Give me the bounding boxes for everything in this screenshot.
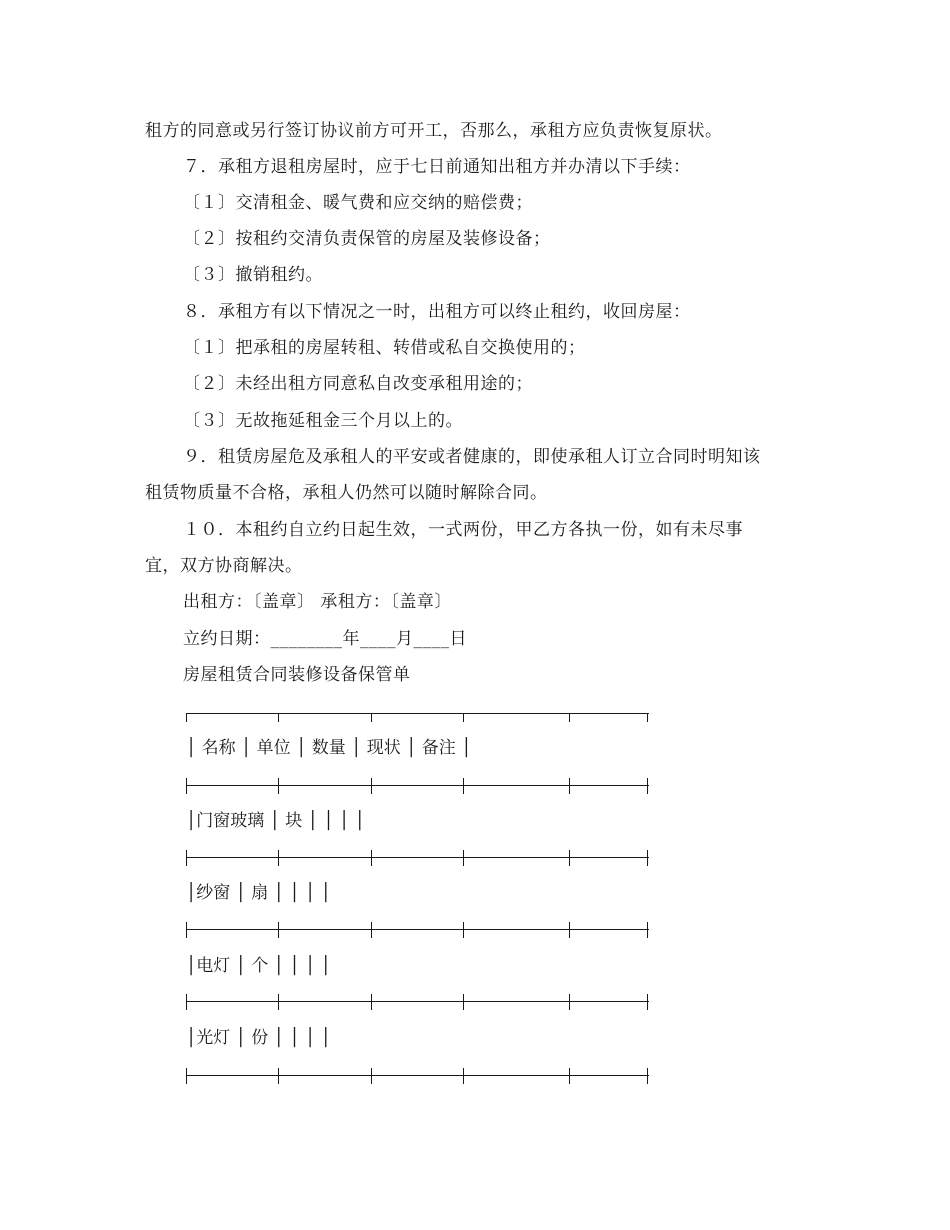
table-separator xyxy=(186,922,649,938)
clause-9-cont: 租赁物质量不合格，承租人仍然可以随时解除合同。 xyxy=(145,483,548,503)
clause-10: １０．本租约自立约日起生效，一式两份，甲乙方各执一份，如有未尽事 xyxy=(183,520,743,540)
table-separator xyxy=(186,994,649,1010)
table-header-row: │ 名称 │ 单位 │ 数量 │ 现状 │ 备注 │ xyxy=(186,738,472,758)
clause-8: ８．承租方有以下情况之一时，出租方可以终止租约，收回房屋： xyxy=(183,302,691,322)
table-separator xyxy=(186,778,649,794)
table-title: 房屋租赁合同装修设备保管单 xyxy=(183,665,411,685)
date-line: 立约日期：________年____月____日 xyxy=(183,629,467,649)
table-row: │电灯 │ 个 │ │ │ │ xyxy=(186,956,331,976)
table-row: │纱窗 │ 扇 │ │ │ │ xyxy=(186,883,331,903)
clause-9: ９．租赁房屋危及承租人的平安或者健康的，即使承租人订立合同时明知该 xyxy=(183,447,761,467)
signature-line: 出租方：〔盖章〕 承租方：〔盖章〕 xyxy=(183,592,452,612)
clause-7-item-3: 〔３〕撤销租约。 xyxy=(183,265,323,285)
clause-8-item-2: 〔２〕未经出租方同意私自改变承租用途的； xyxy=(183,374,533,394)
clause-8-item-3: 〔３〕无故拖延租金三个月以上的。 xyxy=(183,411,463,431)
paragraph-line: 租方的同意或另行签订协议前方可开工，否那么，承租方应负责恢复原状。 xyxy=(145,121,723,141)
table-separator xyxy=(186,1068,649,1084)
table-row: │光灯 │ 份 │ │ │ │ xyxy=(186,1028,331,1048)
table-top-border xyxy=(186,706,649,722)
clause-8-item-1: 〔１〕把承租的房屋转租、转借或私自交换使用的； xyxy=(183,338,586,358)
clause-7-item-1: 〔１〕交清租金、暖气费和应交纳的赔偿费； xyxy=(183,193,533,213)
clause-7: ７．承租方退租房屋时，应于七日前通知出租方并办清以下手续： xyxy=(183,157,691,177)
table-row: │门窗玻璃 │ 块 │ │ │ │ xyxy=(186,811,365,831)
table-separator xyxy=(186,850,649,866)
clause-10-cont: 宜，双方协商解决。 xyxy=(145,556,303,576)
clause-7-item-2: 〔２〕按租约交清负责保管的房屋及装修设备； xyxy=(183,229,551,249)
